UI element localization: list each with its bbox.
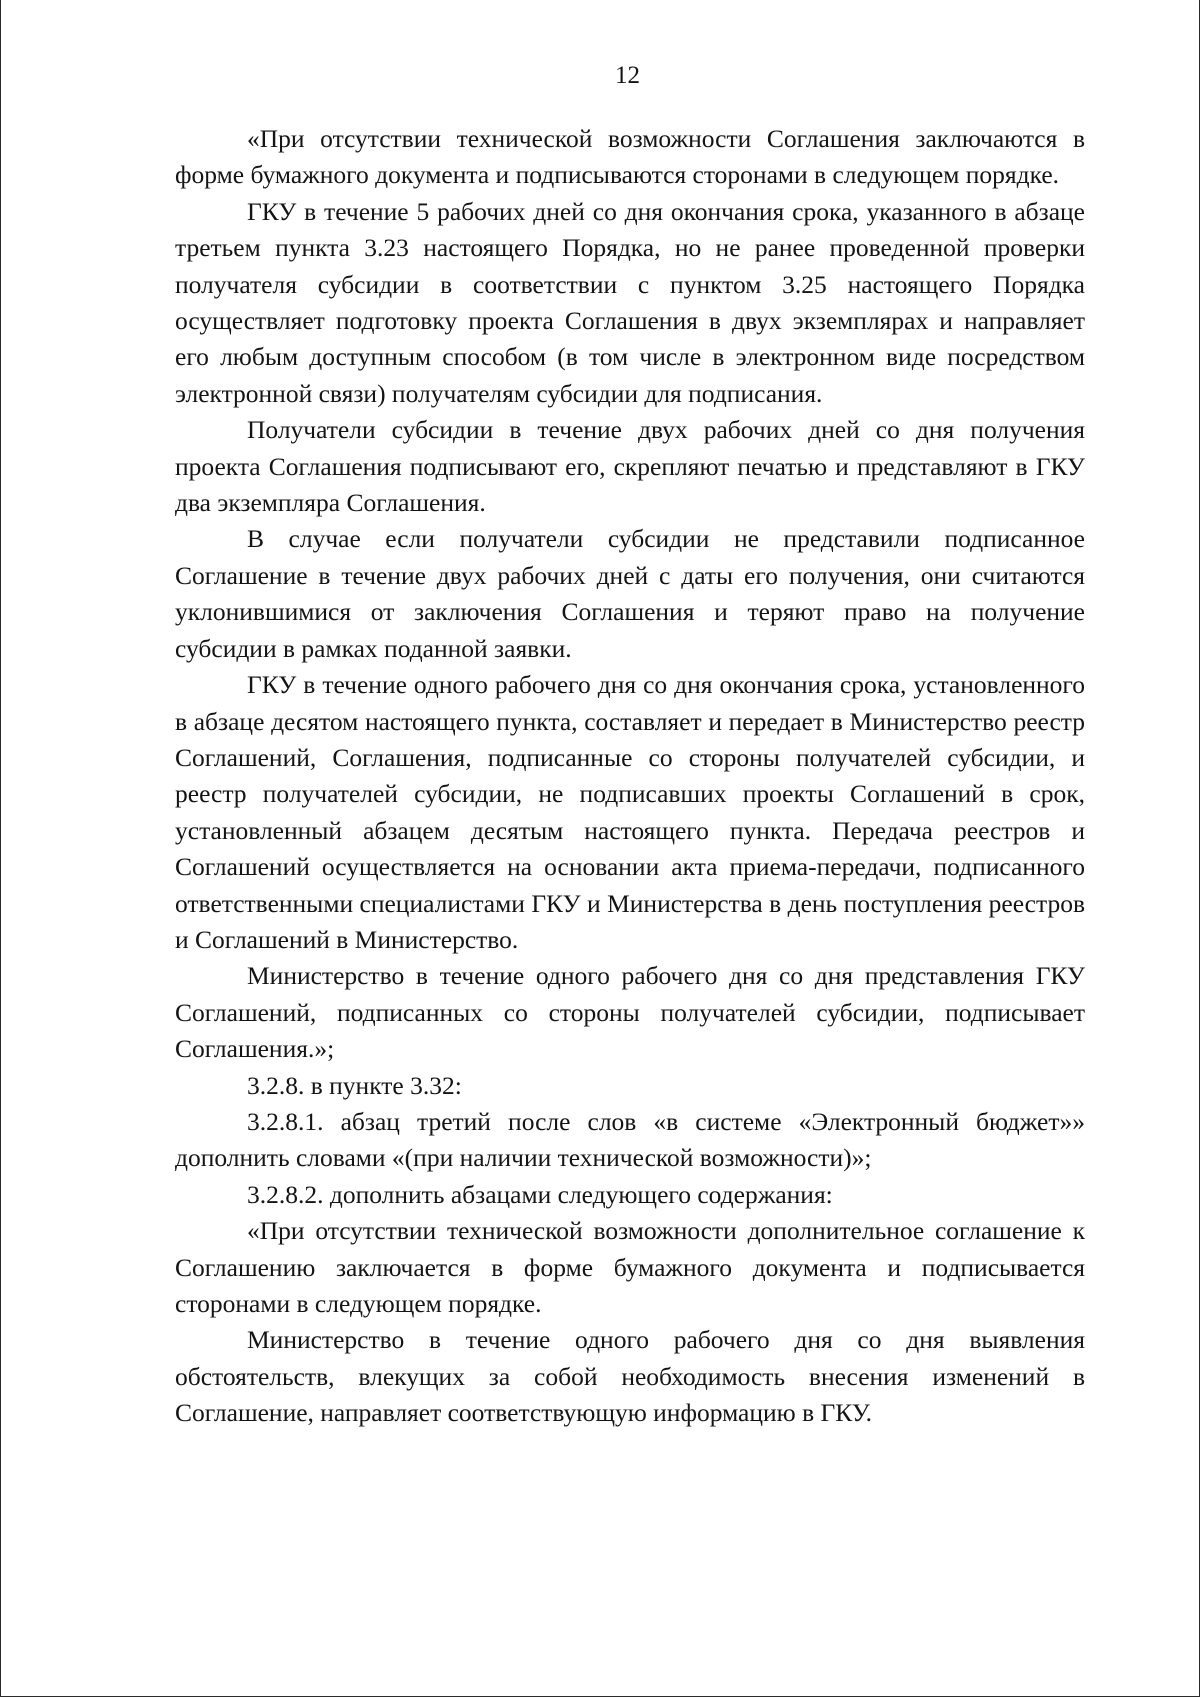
page-number: 12 <box>615 62 640 89</box>
paragraph: 3.2.8. в пункте 3.32: <box>247 1070 462 1100</box>
document-body <box>175 121 1085 1432</box>
paragraph: ГКУ в течение 5 рабочих дней со дня окончания срока, указанного в абзаце третьем пункта 3.23 настоящего Порядка, но не ранее проведенной проверки получателя субсидии в соответствии с пунктом 3.25 настоящего Порядка осуществляет подготовку проекта Соглашения в двух экземплярах и направляет его любым доступным способом (в том числе в электронном виде посредством электронной связи) получателям субсидии для подписания. <box>175 196 1085 408</box>
paragraph: «При отсутствии технической возможности дополнительное соглашение к Соглашению заключается в форме бумажного документа и подписывается сторонами в следующем порядке. <box>175 1216 1085 1318</box>
paragraph: В случае если получатели субсидии не представили подписанное Соглашение в течение двух рабочих дней с даты его получения, они считаются уклонившимися от заключения Соглашения и теряют право на получение субсидии в рамках поданной заявки. <box>175 524 1085 663</box>
paragraph: Министерство в течение одного рабочего дня со дня выявления обстоятельств, влекущих за собой необходимость внесения изменений в Соглашение, направляет соответствующую информацию в ГКУ. <box>175 1325 1085 1428</box>
paragraph: «При отсутствии технической возможности Соглашения заключаются в форме бумажного документа и подписываются сторонами в следующем порядке. <box>175 124 1085 190</box>
paragraph: Получатели субсидии в течение двух рабочих дней со дня получения проекта Соглашения подписывают его, скрепляют печатью и представляют в ГКУ два экземпляра Соглашения. <box>175 415 1085 518</box>
paragraph: ГКУ в течение одного рабочего дня со дня окончания срока, установленного в абзаце десятом настоящего пункта, составляет и передает в Министерство реестр Соглашений, Соглашения, подписанные со стороны получателей субсидии, и реестр получателей субсидии, не подписавших проекты Соглашений в срок, установленный абзацем десятым настоящего пункта. Передача реестров и Соглашений осуществляется на основании акта приема-передачи, подписанного ответственными специалистами ГКУ и Министерства в день поступления реестров и Соглашений в Министерство. <box>175 670 1085 954</box>
paragraph: 3.2.8.1. абзац третий после слов «в системе «Электронный бюджет»» дополнить словами «(при наличии технической возможности)»; <box>175 1106 1085 1173</box>
paragraph: Министерство в течение одного рабочего дня со дня представления ГКУ Соглашений, подписанных со стороны получателей субсидии, подписывает Соглашения.»; <box>175 961 1085 1064</box>
paragraph: 3.2.8.2. дополнить абзацами следующего содержания: <box>247 1179 833 1209</box>
